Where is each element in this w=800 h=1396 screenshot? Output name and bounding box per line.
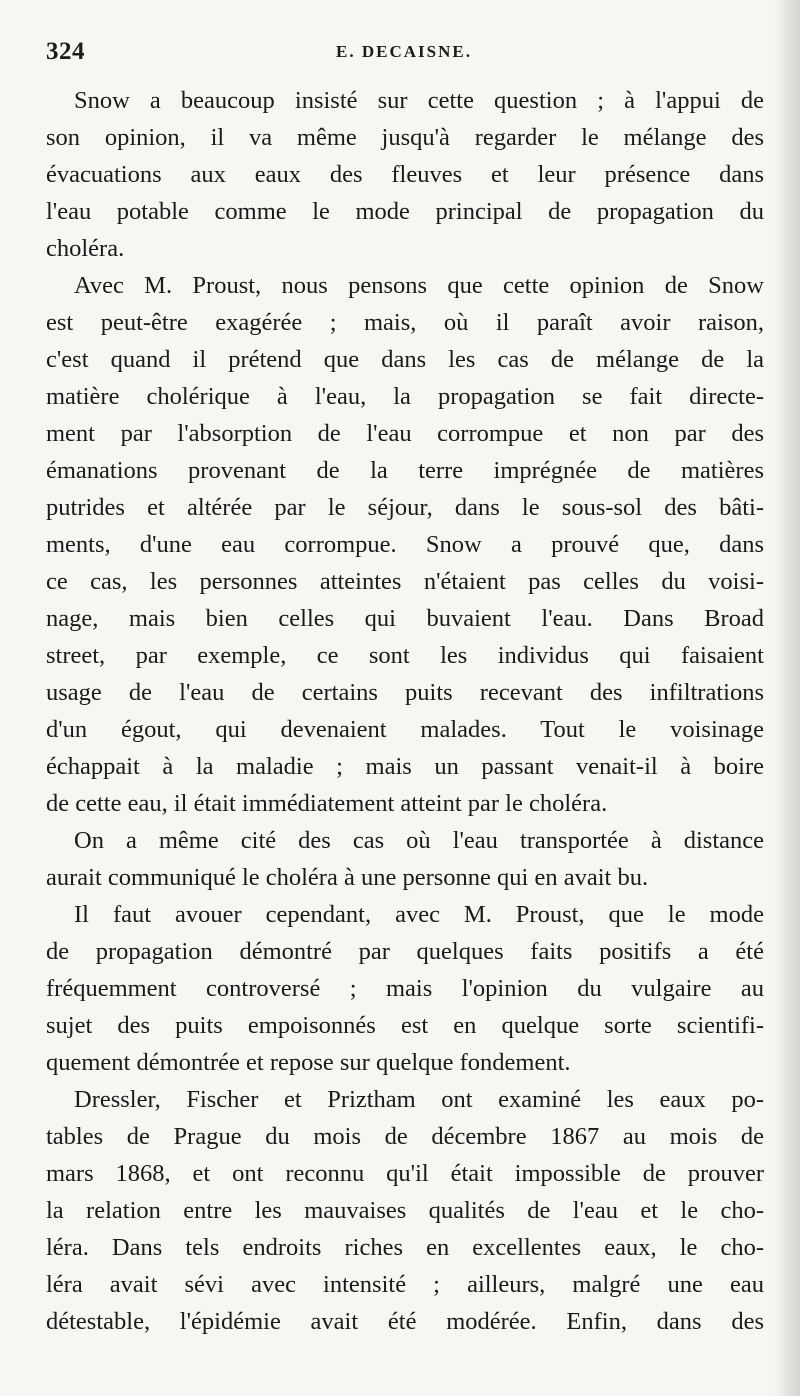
text-line: léra avait sévi avec intensité ; ailleurs, malgré une eau — [46, 1271, 764, 1298]
body-text — [46, 82, 764, 1340]
text-line: fréquemment controversé ; mais l'opinion du vulgaire au — [46, 975, 764, 1002]
text-line: de cette eau, il était immédiatement atteint par le choléra. — [46, 790, 608, 817]
text-line: usage de l'eau de certains puits recevant des infiltrations — [46, 679, 764, 706]
text-line: quement démontrée et repose sur quelque fondement. — [46, 1049, 571, 1076]
text-line: ce cas, les personnes atteintes n'étaient pas celles du voisi- — [46, 568, 764, 595]
text-line: ments, d'une eau corrompue. Snow a prouvé que, dans — [46, 531, 764, 558]
text-line: On a même cité des cas où l'eau transportée à distance — [74, 827, 764, 854]
text-line: son opinion, il va même jusqu'à regarder le mélange des — [46, 124, 764, 151]
text-line: échappait à la maladie ; mais un passant venait-il à boire — [46, 753, 764, 780]
text-line: putrides et altérée par le séjour, dans le sous-sol des bâti- — [46, 494, 764, 521]
text-line: l'eau potable comme le mode principal de propagation du — [46, 198, 764, 225]
text-line: nage, mais bien celles qui buvaient l'eau. Dans Broad — [46, 605, 764, 632]
text-line: léra. Dans tels endroits riches en excellentes eaux, le cho- — [46, 1234, 764, 1261]
text-line: est peut-être exagérée ; mais, où il paraît avoir raison, — [46, 309, 764, 336]
text-line: d'un égout, qui devenaient malades. Tout le voisinage — [46, 716, 764, 743]
text-line: aurait communiqué le choléra à une personne qui en avait bu. — [46, 864, 649, 891]
text-line: Dressler, Fischer et Priztham ont examiné les eaux po- — [74, 1086, 764, 1113]
text-line: tables de Prague du mois de décembre 1867 au mois de — [46, 1123, 764, 1150]
text-line: ment par l'absorption de l'eau corrompue et non par des — [46, 420, 764, 447]
text-line: détestable, l'épidémie avait été modérée. Enfin, dans des — [46, 1308, 764, 1335]
text-line: street, par exemple, ce sont les individus qui faisaient — [46, 642, 764, 669]
text-line: choléra. — [46, 235, 125, 262]
page-header — [46, 38, 746, 68]
text-line: Il faut avouer cependant, avec M. Proust, que le mode — [74, 901, 764, 928]
text-line: évacuations aux eaux des fleuves et leur présence dans — [46, 161, 764, 188]
text-line: sujet des puits empoisonnés est en quelque sorte scientifi- — [46, 1012, 764, 1039]
page-edge-shadow — [774, 0, 800, 1396]
text-line: c'est quand il prétend que dans les cas de mélange de la — [46, 346, 764, 373]
text-line: la relation entre les mauvaises qualités de l'eau et le cho- — [46, 1197, 764, 1224]
text-line: de propagation démontré par quelques faits positifs a été — [46, 938, 764, 965]
text-line: Avec M. Proust, nous pensons que cette opinion de Snow — [74, 272, 764, 299]
text-line: émanations provenant de la terre imprégnée de matières — [46, 457, 764, 484]
text-line: mars 1868, et ont reconnu qu'il était impossible de prouver — [46, 1160, 764, 1187]
page-number: 324 — [46, 38, 85, 65]
running-head: E. DECAISNE. — [336, 42, 472, 61]
text-line: Snow a beaucoup insisté sur cette question ; à l'appui de — [74, 87, 764, 114]
text-line: matière cholérique à l'eau, la propagation se fait directe- — [46, 383, 764, 410]
